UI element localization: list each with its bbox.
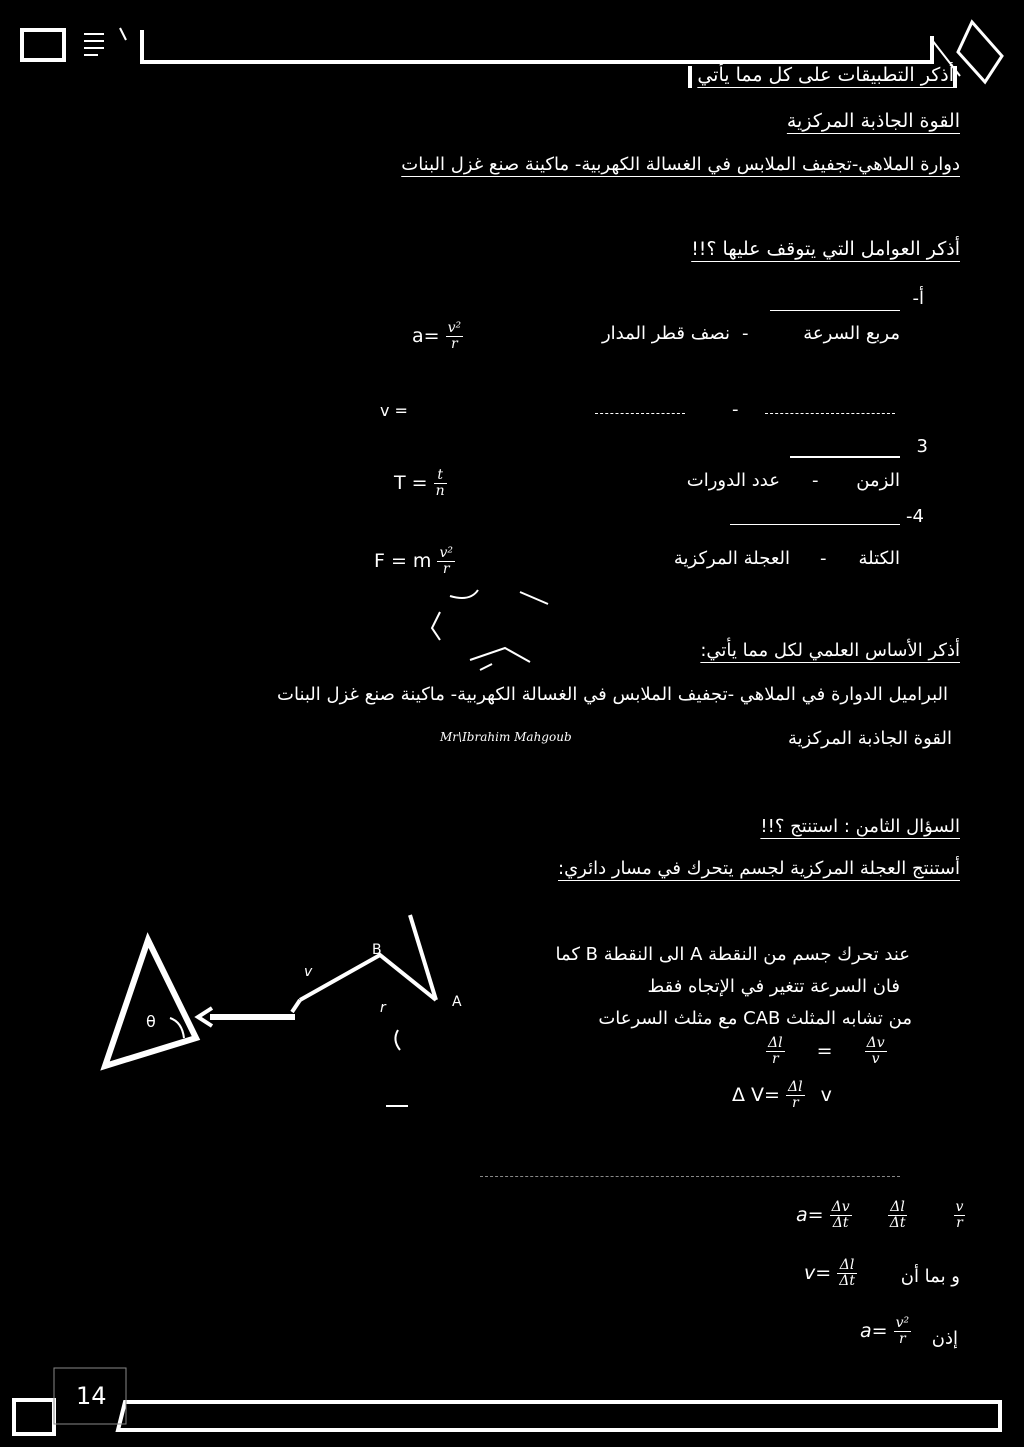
label-v: v	[304, 964, 313, 980]
diamond-icon	[958, 22, 1002, 82]
circular-path-diagram	[292, 915, 436, 1106]
section3-p2: فان السرعة تتغير في الإتجاه فقط	[647, 976, 900, 997]
label-theta: θ	[146, 1012, 156, 1031]
label-r: r	[380, 1000, 386, 1016]
equation: v =	[380, 401, 408, 420]
header-subtitle: القوة الجاذبة المركزية	[786, 110, 960, 132]
factor-left: مربع السرعة	[803, 323, 900, 344]
equation: T = $\frac{t}{n}$	[394, 467, 445, 499]
section3-p1: عند تحرك جسم من النقطة A الى النقطة B كما	[555, 944, 910, 965]
factor-row-3	[380, 462, 910, 512]
factor-right: عدد الدورات	[686, 470, 780, 491]
factor-dash: -	[820, 548, 827, 569]
equation-acceleration: a= $\frac{\Delta v}{\Delta t}$ $\frac{\Delta l}{\Delta t}$ $\frac{v}{r}$	[796, 1199, 964, 1231]
header-title: أذكر التطبيقات على كل مما يأتي	[697, 64, 954, 86]
section1-question: أذكر العوامل التي يتوقف عليها ؟!!	[691, 238, 960, 260]
factor-dash: -	[732, 399, 739, 420]
factor-dash: -	[742, 323, 749, 344]
equation-delta-v: Δ V= $\frac{\Delta l}{r}$ v	[732, 1079, 832, 1111]
factor-right: العجلة المركزية	[673, 548, 790, 569]
velocity-triangle	[105, 940, 196, 1066]
label-since: و بما أن	[900, 1266, 960, 1287]
factor-left: الزمن	[856, 470, 900, 491]
factor-row-1	[380, 315, 910, 365]
bottom-left-box	[14, 1400, 54, 1434]
header-topic: دوارة الملاهي-تجفيف الملابس في الغسالة الكهربية- ماكينة صنع غزل البنات	[401, 154, 960, 175]
direction-arrow	[198, 1008, 295, 1026]
equation-final: a= $\frac{\text{v²}}{r}$	[860, 1315, 910, 1347]
section1-item4: 4-	[906, 506, 924, 527]
section2-text: البراميل الدوارة في الملاهي -تجفيف الملابس في الغسالة الكهربية- ماكينة صنع غزل البنات	[277, 684, 948, 705]
label-A: A	[452, 994, 462, 1010]
factor-row-2	[380, 395, 910, 425]
factor-left: الكتلة	[858, 548, 900, 569]
signature: Mr\Ibrahim Mahgoub	[440, 730, 572, 744]
section3-p3: من تشابه المثلث CAB مع مثلث السرعات	[598, 1008, 912, 1029]
page-number: 14	[76, 1382, 107, 1410]
list-icon	[84, 28, 126, 55]
section2-question: أذكر الأساس العلمي لكل مما يأتي:	[700, 640, 960, 661]
label-B: B	[372, 942, 382, 958]
label-therefore: إذن	[931, 1328, 958, 1349]
top-banner-line	[142, 30, 932, 62]
section1-item3: 3	[916, 436, 928, 457]
factor-dash: -	[812, 470, 819, 491]
factor-row-4	[374, 540, 910, 590]
top-left-box	[22, 30, 64, 60]
equation: a= $\frac{\text{v²}}{r}$	[412, 320, 462, 352]
section2-subtitle: القوة الجاذبة المركزية	[787, 728, 952, 749]
section3-question: السؤال الثامن : استنتج ؟!!	[760, 816, 960, 837]
section1-item1: أ-	[912, 288, 924, 309]
factor-right: نصف قطر المدار	[601, 323, 730, 344]
equation: F = m $\frac{\text{v²}}{r}$	[374, 545, 454, 577]
bottom-banner	[118, 1402, 1000, 1430]
equation-velocity: v= $\frac{\Delta l}{\Delta t}$	[804, 1257, 855, 1289]
equation-similarity: $\frac{\Delta l}{r}$ = $\frac{\Delta v}{v}$	[768, 1035, 885, 1067]
section3-instruction: أستنتج العجلة المركزية لجسم يتحرك في مسار دائري:	[558, 858, 960, 879]
